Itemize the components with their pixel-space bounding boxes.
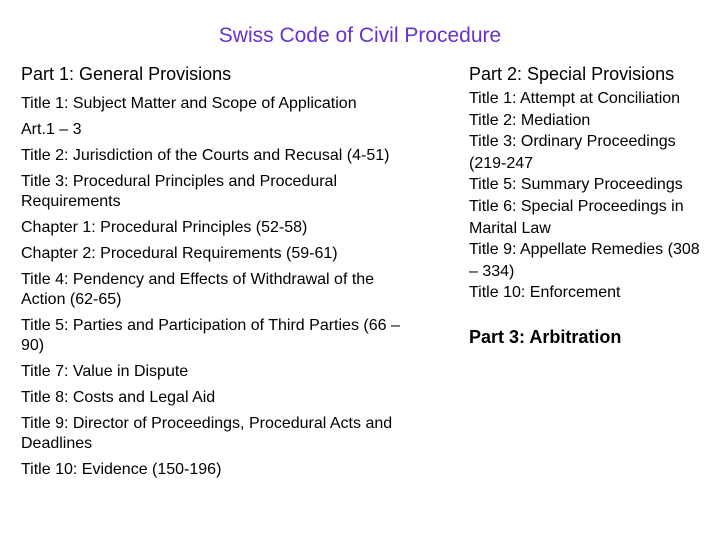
left-list-item: Title 8: Costs and Legal Aid — [21, 389, 216, 406]
left-list-item: Title 4: Pendency and Effects of Withdrawal of the Action (62-65) — [21, 271, 375, 308]
right-list-item: Title 1: Attempt at Conciliation — [469, 90, 681, 107]
left-list-item: Chapter 1: Procedural Principles (52-58) — [21, 219, 308, 236]
right-list-item: Title 3: Ordinary Proceedings (219-247 — [469, 133, 676, 172]
left-column — [21, 63, 411, 486]
left-list-item: Title 10: Evidence (150-196) — [21, 461, 222, 478]
right-list-item: Title 9: Appellate Remedies (308 – 334) — [469, 241, 700, 280]
left-list-item: Title 5: Parties and Participation of Third Parties (66 – 90) — [21, 317, 400, 354]
part1-heading: Part 1: General Provisions — [21, 64, 232, 84]
right-list-item: Title 6: Special Proceedings in Marital Law — [469, 197, 684, 237]
right-list-item: Title 10: Enforcement — [469, 284, 621, 302]
left-list-item: Title 7: Value in Dispute — [21, 363, 189, 380]
right-list-item: Title 5: Summary Proceedings — [469, 176, 683, 194]
right-list-item: Title 2: Mediation — [469, 111, 591, 129]
left-list-item: Chapter 2: Procedural Requirements (59-61) — [21, 245, 338, 262]
part3-heading: Part 3: Arbitration — [469, 326, 622, 347]
left-list-item: Title 1: Subject Matter and Scope of Application — [21, 95, 357, 112]
left-list-item: Title 3: Procedural Principles and Procedural Requirements — [21, 173, 338, 210]
right-column — [469, 63, 709, 351]
left-list-item: Title 2: Jurisdiction of the Courts and Recusal (4-51) — [21, 147, 390, 164]
left-list-item: Title 9: Director of Proceedings, Procedural Acts and Deadlines — [21, 415, 393, 452]
left-list-item: Art.1 – 3 — [21, 121, 82, 138]
page-title: Swiss Code of Civil Procedure — [218, 24, 502, 47]
part2-heading: Part 2: Special Provisions — [469, 64, 675, 84]
